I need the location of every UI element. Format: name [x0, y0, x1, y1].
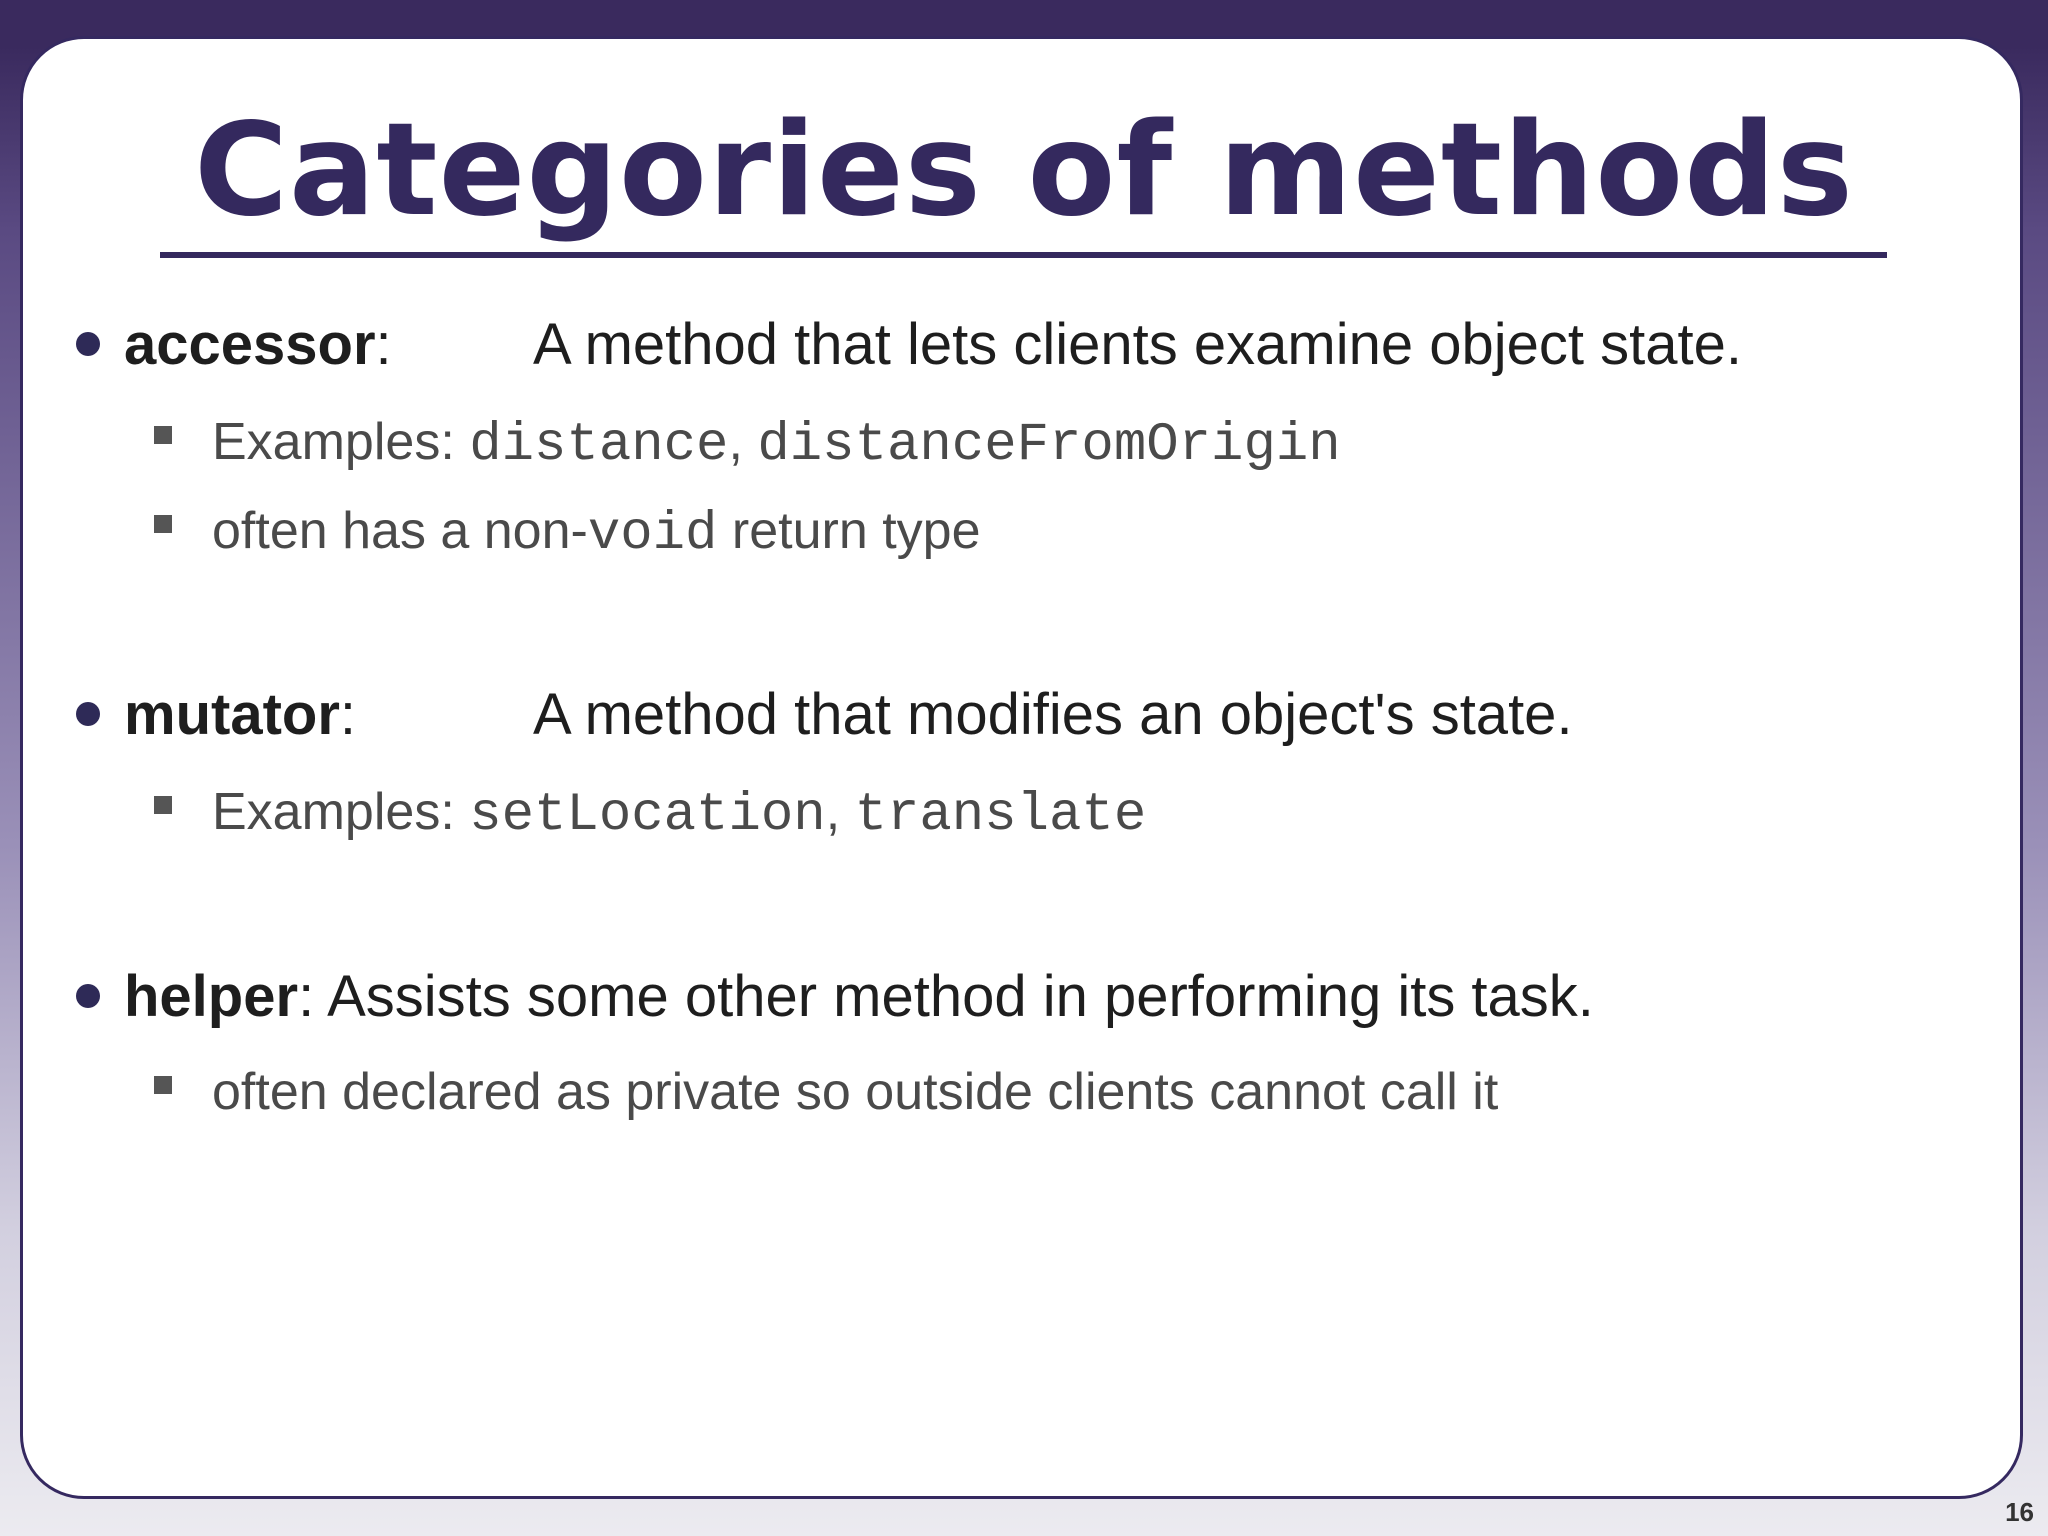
slide-title: Categories of methods — [194, 96, 1854, 245]
bullet-mutator — [124, 680, 1573, 750]
term-colon: : — [375, 312, 392, 377]
sub-bullet-square-icon — [154, 515, 172, 533]
term-helper: helper — [124, 964, 299, 1029]
definition-accessor: A method that lets clients examine object state. — [533, 312, 1742, 377]
bullet-helper — [124, 962, 1594, 1032]
bullet-dot-icon — [76, 702, 100, 726]
separator: , — [728, 413, 743, 471]
sub-bullet-square-icon — [154, 426, 172, 444]
bullet-accessor — [124, 310, 1742, 380]
title-underline — [160, 252, 1887, 258]
helper-note: often declared as private so outside clients cannot call it — [212, 1063, 1499, 1121]
note-prefix: often has a non- — [212, 502, 588, 560]
code-distance-from-origin: distanceFromOrigin — [757, 415, 1341, 476]
sub-accessor-examples — [212, 410, 1341, 478]
sub-accessor-note — [212, 499, 981, 567]
term-mutator: mutator — [124, 682, 340, 747]
sub-bullet-square-icon — [154, 1076, 172, 1094]
examples-label: Examples: — [212, 783, 455, 841]
sub-mutator-examples — [212, 780, 1146, 848]
separator: , — [825, 783, 841, 841]
code-translate: translate — [854, 785, 1147, 846]
code-distance: distance — [469, 415, 729, 476]
bullet-dot-icon — [76, 332, 100, 356]
bullet-dot-icon — [76, 984, 100, 1008]
note-suffix: return type — [731, 502, 981, 560]
term-colon: : — [339, 682, 357, 747]
code-void: void — [587, 504, 718, 565]
term-accessor: accessor — [124, 312, 376, 377]
sub-bullet-square-icon — [154, 796, 172, 814]
page-number: 16 — [2005, 1497, 2034, 1527]
definition-mutator: A method that modifies an object's state. — [533, 682, 1573, 747]
examples-label: Examples: — [212, 413, 455, 471]
code-set-location: setLocation — [469, 785, 826, 846]
sub-helper-note — [212, 1060, 1498, 1124]
definition-helper: : Assists some other method in performing its task. — [298, 964, 1594, 1029]
